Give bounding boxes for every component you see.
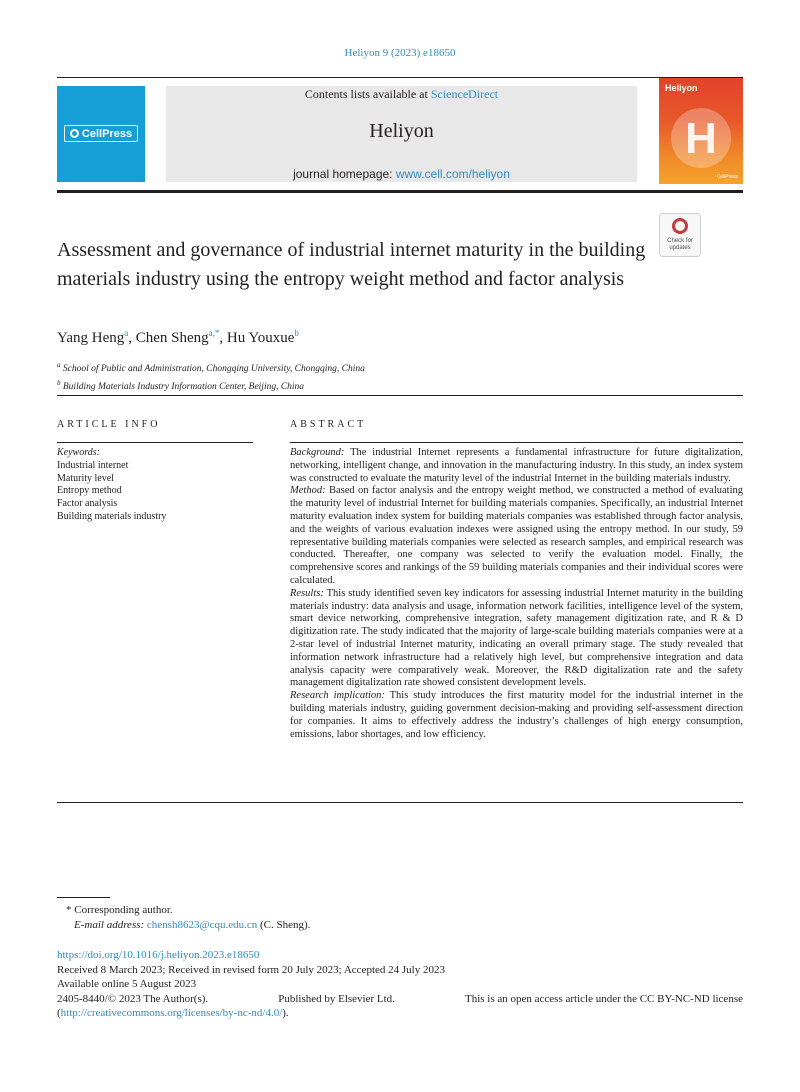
corresponding-footnote — [66, 903, 310, 932]
corresponding-text: Corresponding author. — [74, 904, 173, 916]
keyword-item: Factor analysis — [57, 498, 118, 510]
keyword-item: Industrial internet — [57, 459, 129, 471]
footnote-mark: * — [66, 904, 72, 916]
doi-link[interactable]: https://doi.org/10.1016/j.heliyon.2023.e18650 — [57, 949, 260, 961]
email-label: E-mail address: — [74, 918, 145, 931]
corresponding-line — [66, 903, 310, 918]
journal-cover — [659, 78, 743, 184]
section-divider — [57, 395, 743, 396]
contents-prefix: Contents lists available at — [304, 87, 431, 101]
abstract-implication — [290, 690, 743, 741]
affiliation-mark: a — [57, 361, 61, 369]
check-for-updates-icon — [672, 218, 688, 234]
affiliation-item — [57, 376, 365, 394]
license-line — [57, 992, 743, 1006]
email-line — [66, 918, 310, 933]
header-thick-divider — [57, 190, 743, 193]
abstract-section-label: Results: — [290, 587, 324, 599]
abstract-end-divider — [57, 802, 743, 803]
affiliation-text: Building Materials Industry Information Center, Beijing, China — [62, 382, 305, 393]
abstract-section-label: Background: — [290, 447, 345, 458]
author-affil-mark[interactable]: a — [124, 328, 129, 338]
keyword-item: Building materials industry — [57, 510, 167, 522]
license-url-line: (http://creativecommons.org/licenses/by-nc-nd/4.0/). — [57, 1006, 289, 1019]
homepage-prefix: journal homepage: — [293, 167, 396, 181]
sciencedirect-link[interactable]: ScienceDirect — [430, 87, 499, 101]
received-dates: Received 8 March 2023; Received in revised form 20 July 2023; Accepted 24 July 2023 — [57, 964, 445, 976]
journal-header — [166, 86, 637, 182]
abstract-section-label: Method: — [290, 485, 326, 497]
cellpress-icon — [70, 129, 79, 138]
keyword-item: Maturity level — [57, 472, 114, 484]
article-info-heading: ARTICLE INFO — [57, 419, 161, 430]
journal-citation[interactable]: Heliyon 9 (2023) e18650 — [344, 47, 456, 59]
license-statement: This is an open access article under the CC BY-NC-ND license — [465, 992, 743, 1005]
author-affil-mark[interactable]: a,* — [208, 328, 220, 338]
abstract-section-text: This study introduces the first maturity model for the industrial internet in the building materials industry, guiding government decision-making and providing self-assessment direction for companies. It aims to effectively address the industry’s challenges of high energy consumption, emissions, labor shortages, and low efficiency. — [290, 690, 743, 740]
affiliation-text: School of Public and Administration, Chongqing University, Chongqing, China — [62, 364, 365, 375]
abstract-section-text: Based on factor analysis and the entropy weight method, we constructed a method of evaluating the maturity level of industrial Internet for building materials companies. Specifically, an industrial Internet maturity evaluation index system for building materials companies was established through factor analysis, and the weights of various evaluation indexes were assigned using the entropy method. In our study, 59 representative building materials companies were selected as research samples, and empirical research was conducted. Thereafter, one company was selected to verify the evaluation model. Finally, the comprehensive scores and rankings of the 59 building materials companies and their individual scores were calculated. — [290, 485, 744, 586]
cellpress-logo — [64, 125, 138, 142]
affiliation-item — [57, 358, 365, 376]
author-list: Yang Heng$^a$, Chen Sheng$^{a,*}$, Hu Youxue$^b$ — [57, 328, 299, 346]
article-info-rule — [57, 442, 253, 443]
abstract-results — [290, 588, 743, 690]
cellpress-logo-text: CellPress — [81, 127, 133, 140]
abstract-section-text: The industrial Internet represents a fundamental infrastructure for future digitalization, networking, intelligent change, and innovation in the manufacturing industry. In this study, an index system was constructed to evaluate the maturity level of the industrial Internet in the building materials industry. — [290, 447, 743, 484]
author-name[interactable]: Yang Heng — [57, 330, 125, 346]
abstract-rule — [290, 442, 743, 443]
cover-brand: CellPress — [716, 174, 738, 180]
check-for-updates-label — [660, 238, 700, 252]
homepage-link[interactable]: www.cell.com/heliyon — [395, 167, 510, 181]
journal-name: Heliyon — [369, 120, 434, 142]
check-for-updates-line1: Check for — [667, 238, 693, 244]
abstract-heading: ABSTRACT — [290, 419, 367, 430]
abstract-method — [290, 485, 743, 587]
cellpress-logo-box — [57, 86, 145, 182]
abstract-background — [290, 447, 743, 485]
footnote-rule — [57, 897, 110, 898]
author-affil-mark[interactable]: b — [294, 328, 299, 338]
license-url-link[interactable]: http://creativecommons.org/licenses/by-nc-nd/4.0/ — [60, 1006, 283, 1019]
license-publisher: Published by Elsevier Ltd. — [278, 992, 395, 1005]
keywords-label: Keywords: — [57, 447, 100, 458]
email-suffix: (C. Sheng). — [260, 918, 311, 931]
affiliations — [57, 358, 365, 394]
cover-title: Heliyon — [665, 83, 698, 93]
affiliation-mark: b — [57, 379, 61, 388]
abstract-body — [290, 447, 743, 741]
author-name[interactable]: Chen Sheng — [135, 330, 209, 346]
top-divider — [57, 77, 743, 78]
abstract-section-label: Research implication: — [290, 690, 385, 702]
check-for-updates-line2: updates — [669, 245, 691, 251]
email-link[interactable]: chensh8623@cqu.edu.cn — [146, 918, 258, 931]
license-issn: 2405-8440/© 2023 The Author(s). — [57, 992, 209, 1005]
cover-h-letter: H — [685, 114, 717, 163]
abstract-section-text: This study identified seven key indicators for assessing industrial Internet maturity in the building materials industry: data analysis and usage, information network facilities, intelligence level of the system, smart device networking, comprehensive integration, safety management digitization rate, and R & D digitization rate. The study indicated that the majority of large-scale building materials companies were at a 2-star level of industrial Internet maturity, indicating an overall primary stage. The study revealed that information network infrastructure had a relatively high level, but comprehensive integration and data analysis capacity were comparatively weak. Moreover, the R&D digitalization rate and the safety management digitalization rate showed consistent development levels. — [290, 587, 743, 689]
author-name[interactable]: Hu Youxue — [226, 330, 295, 346]
article-history — [57, 963, 743, 1020]
contents-line — [166, 87, 637, 102]
keywords-list — [57, 447, 166, 524]
available-online: Available online 5 August 2023 — [57, 978, 197, 991]
check-for-updates-button[interactable] — [659, 213, 701, 257]
homepage-line — [166, 167, 637, 181]
keyword-item: Entropy method — [57, 485, 122, 497]
article-title: Assessment and governance of industrial internet maturity in the building materials industry using the entropy weight method and factor analysis — [57, 239, 646, 290]
